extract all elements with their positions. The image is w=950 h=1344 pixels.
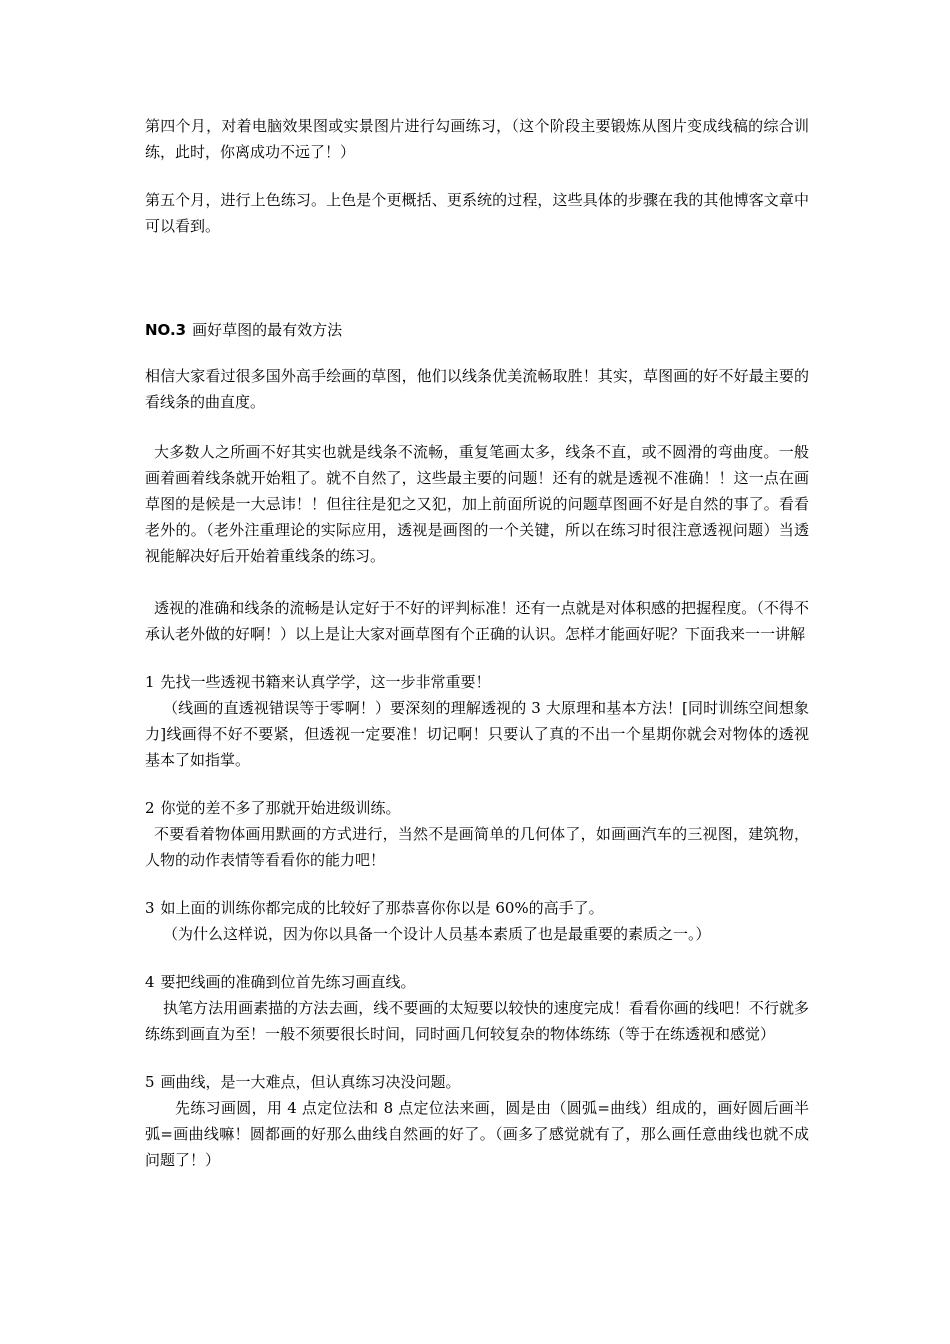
paragraph-month-five: 第五个月，进行上色练习。上色是个更概括、更系统的过程，这些具体的步骤在我的其他博客文章中可以看到。	[145, 191, 809, 235]
tip-item	[145, 795, 809, 873]
section-heading	[145, 317, 809, 343]
intro-paragraph-1: 相信大家看过很多国外高手绘画的草图，他们以线条优美流畅取胜！其实，草图画的好不好最主要的看线条的曲直度。	[145, 367, 809, 411]
intro-paragraph-2: 大多数人之所画不好其实也就是线条不流畅，重复笔画太多，线条不直，或不圆滑的弯曲度。一般画着画着线条就开始粗了。就不自然了，这些最主要的问题！还有的就是透视不准确！！这一点在画草图的是候是一大忌讳！！但往往是犯之又犯，加上前面所说的问题草图画不好是自然的事了。看看老外的。（老外注重理论的实际应用，透视是画图的一个关键，所以在练习时很注意透视问题）当透视能解决好后开始着重线条的练习。	[145, 443, 809, 565]
tip-item	[145, 1069, 809, 1173]
tip-body: 不要看着物体画用默画的方式进行，当然不是画简单的几何体了，如画画汽车的三视图，建筑物，人物的动作表情等看看你的能力吧！	[145, 825, 809, 869]
tip-item	[145, 969, 809, 1047]
tip-title-text: 你觉的差不多了那就开始进级训练。	[160, 799, 401, 817]
tip-number: 4	[145, 973, 155, 991]
tip-title	[145, 669, 809, 695]
tip-body: 执笔方法用画素描的方法去画，线不要画的太短要以较快的速度完成！看看你画的线吧！不行就多练练到画直为至！一般不须要很长时间，同时画几何较复杂的物体练练（等于在练透视和感觉）	[145, 999, 809, 1043]
tip-title-text: 如上面的训练你都完成的比较好了那恭喜你你以是 60%的高手了。	[160, 899, 604, 917]
tip-title	[145, 895, 809, 921]
intro-paragraph-3: 透视的准确和线条的流畅是认定好于不好的评判标准！还有一点就是对体积感的把握程度。（不得不承认老外做的好啊！）以上是让大家对画草图有个正确的认识。怎样才能画好呢？下面我来一一讲解	[145, 599, 809, 643]
tip-body: （线画的直透视错误等于零啊！）要深刻的理解透视的 3 大原理和基本方法！[同时训练空间想象力]线画得不好不要紧，但透视一定要准！切记啊！只要认了真的不出一个星期你就会对物体的透视基本了如指掌。	[145, 699, 809, 769]
tip-body: 先练习画圆，用 4 点定位法和 8 点定位法来画，圆是由（圆弧=曲线）组成的，画好圆后画半弧=画曲线嘛！圆都画的好那么曲线自然画的好了。（画多了感觉就有了，那么画任意曲线也就不成问题了！）	[145, 1099, 809, 1169]
section-title: 画好草图的最有效方法	[192, 321, 343, 339]
tip-number: 3	[145, 899, 155, 917]
tip-title-text: 先找一些透视书籍来认真学学，这一步非常重要！	[160, 673, 491, 691]
paragraph-month-four: 第四个月，对着电脑效果图或实景图片进行勾画练习，（这个阶段主要锻炼从图片变成线稿的综合训练，此时，你离成功不远了！）	[145, 117, 809, 161]
tip-title	[145, 795, 809, 821]
tip-title-text: 要把线画的准确到位首先练习画直线。	[160, 973, 416, 991]
section-number: NO.3	[145, 321, 187, 339]
tip-title	[145, 969, 809, 995]
tip-title	[145, 1069, 809, 1095]
tip-title-text: 画曲线，是一大难点，但认真练习决没问题。	[160, 1073, 461, 1091]
document-body	[145, 113, 809, 1173]
tip-body: （为什么这样说，因为你以具备一个设计人员基本素质了也是最重要的素质之一。）	[163, 925, 711, 943]
tip-item	[145, 895, 809, 947]
tip-number: 1	[145, 673, 155, 691]
tip-item	[145, 669, 809, 773]
tip-number: 5	[145, 1073, 155, 1091]
tip-number: 2	[145, 799, 155, 817]
